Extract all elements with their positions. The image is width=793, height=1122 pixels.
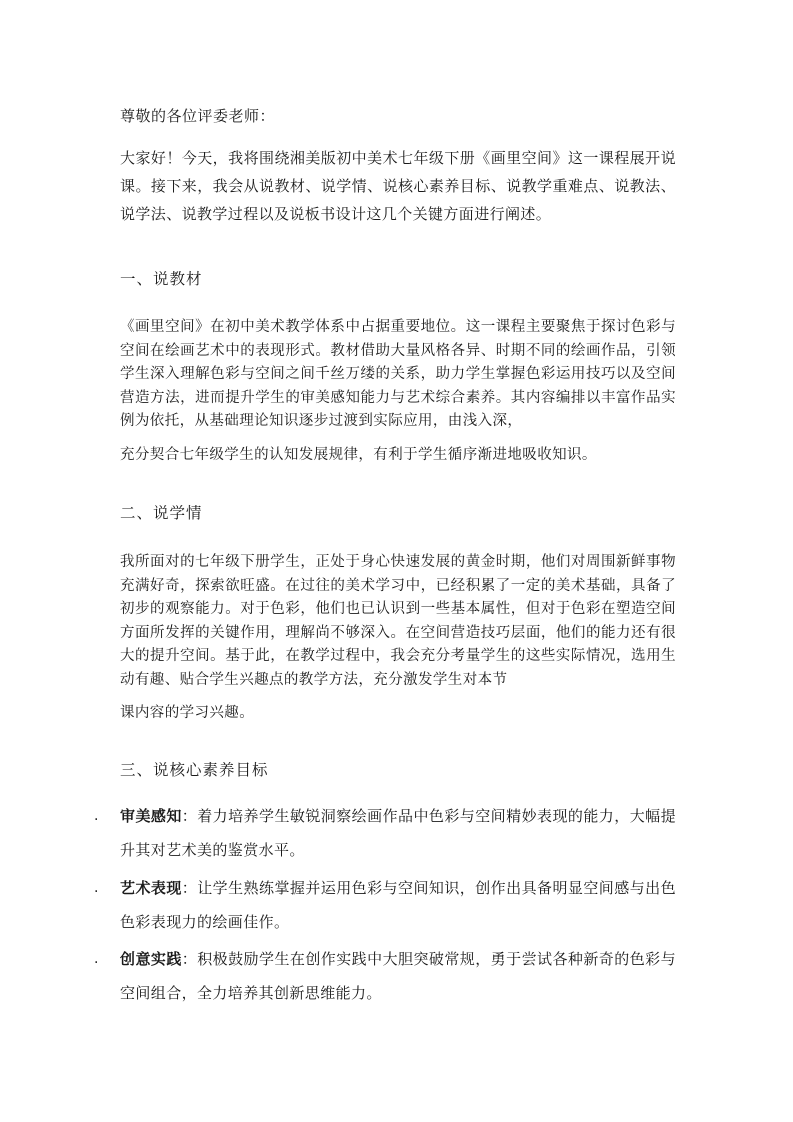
goal-item bbox=[94, 942, 676, 1010]
section-heading-goals: 三、说核心素养目标 bbox=[120, 761, 269, 779]
material-body: 《画里空间》在初中美术教学体系中占据重要地位。这一课程主要聚焦于探讨色彩与空间在绘画艺术中的表现形式。教材借助大量风格各异、时期不同的绘画作品，引领学生深入理解色彩与空间之间千丝万缕的关系，助力学生掌握色彩运用技巧以及空间营造方法，进而提升学生的审美感知能力与艺术综合素养。其内容编排以丰富作品实例为依托，从基础理论知识逐步过渡到实际应用，由浅入深， bbox=[120, 319, 676, 429]
students-paragraph bbox=[120, 551, 676, 726]
students-body: 我所面对的七年级下册学生，正处于身心快速发展的黄金时期，他们对周围新鲜事物充满好奇，探索欲旺盛。在过往的美术学习中，已经积累了一定的美术基础，具备了初步的观察能力。对于色彩，他们也已认识到一些基本属性，但对于色彩在塑造空间方面所发挥的关键作用，理解尚不够深入。在空间营造技巧层面，他们的能力还有很大的提升空间。基于此，在教学过程中，我会充分考量学生的这些实际情况，选用生动有趣、贴合学生兴趣点的教学方法，充分激发学生对本节 bbox=[120, 554, 676, 688]
goal-item bbox=[94, 871, 676, 939]
goal-label: 创意实践 bbox=[120, 950, 182, 968]
material-paragraph bbox=[120, 316, 676, 467]
goal-item bbox=[94, 799, 676, 867]
goal-label: 审美感知 bbox=[120, 807, 182, 825]
goal-text: ：着力培养学生敏锐洞察绘画作品中色彩与空间精妙表现的能力，大幅提升其对艺术美的鉴赏水平。 bbox=[120, 807, 676, 859]
material-body-last: 充分契合七年级学生的认知发展规律，有利于学生循序渐进地吸收知识。 bbox=[120, 446, 597, 463]
bullet-marker: . bbox=[94, 808, 99, 824]
greeting: 尊敬的各位评委老师： bbox=[120, 107, 276, 125]
section-heading-students: 二、说学情 bbox=[120, 504, 203, 522]
bullet-marker: . bbox=[94, 951, 99, 967]
intro-paragraph: 大家好！今天，我将围绕湘美版初中美术七年级下册《画里空间》这一课程展开说课。接下来，我会从说教材、说学情、说核心素养目标、说教学重难点、说教法、说学法、说教学过程以及说板书设计这几个关键方面进行阐述。 bbox=[120, 149, 676, 223]
bullet-marker: . bbox=[94, 880, 99, 896]
students-body-last: 课内容的学习兴趣。 bbox=[120, 705, 255, 721]
goal-label: 艺术表现 bbox=[120, 879, 182, 897]
section-heading-material: 一、说教材 bbox=[120, 270, 203, 288]
goal-text: ：让学生熟练掌握并运用色彩与空间知识，创作出具备明显空间感与出色色彩表现力的绘画佳作。 bbox=[120, 879, 676, 931]
goal-text: ：积极鼓励学生在创作实践中大胆突破常规，勇于尝试各种新奇的色彩与空间组合，全力培养其创新思维能力。 bbox=[120, 950, 676, 1002]
